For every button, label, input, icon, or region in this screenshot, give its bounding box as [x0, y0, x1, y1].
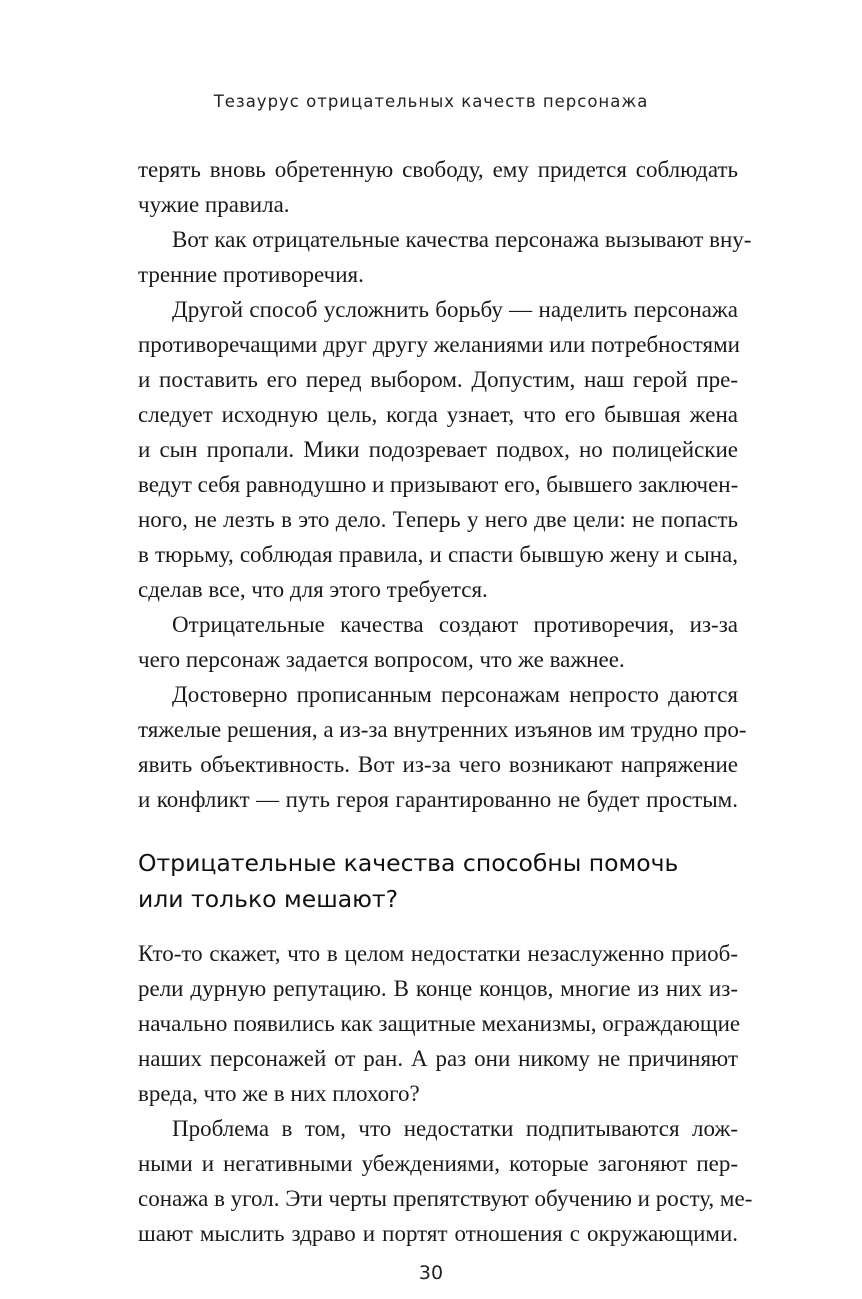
- text-line: чужие правила.: [138, 192, 290, 217]
- text-line: и сын пропали. Мики подозревает подвох, но полицейские: [138, 437, 738, 462]
- text-line: и поставить его перед выбором. Допустим, наш герой пре-: [138, 367, 738, 392]
- section-heading-line1: Отрицательные качества способны помочь: [138, 849, 679, 877]
- page-number: 30: [418, 1262, 444, 1284]
- text-line: ными и негативными убеждениями, которые загоняют пер-: [138, 1151, 738, 1176]
- section-heading-line2: или только мешают?: [138, 885, 399, 913]
- text-line: терять вновь обретенную свободу, ему придется соблюдать: [138, 157, 738, 182]
- text-line: чего персонаж задается вопросом, что же важнее.: [138, 647, 625, 672]
- text-line: сделав все, что для этого требуется.: [138, 577, 488, 602]
- text-line: рели дурную репутацию. В конце концов, многие из них из-: [138, 976, 738, 1001]
- running-head: Тезаурус отрицательных качеств персонажа: [213, 92, 649, 111]
- text-line: Другой способ усложнить борьбу — наделить персонажа: [172, 297, 738, 322]
- text-line: Проблема в том, что недостатки подпитываются лож-: [172, 1116, 738, 1141]
- text-line: тяжелые решения, а из-за внутренних изъянов им трудно про-: [138, 717, 747, 742]
- text-line: Кто-то скажет, что в целом недостатки незаслуженно приоб-: [138, 941, 738, 966]
- text-line: Достоверно прописанным персонажам непросто даются: [172, 682, 738, 707]
- text-line: сонажа в угол. Эти черты препятствуют обучению и росту, ме-: [138, 1186, 753, 1211]
- text-line: начально появились как защитные механизмы, ограждающие: [138, 1011, 741, 1036]
- text-line: тренние противоречия.: [138, 262, 364, 287]
- text-line: наших персонажей от ран. А раз они никому не причиняют: [138, 1046, 738, 1071]
- text-line: следует исходную цель, когда узнает, что его бывшая жена: [138, 402, 738, 427]
- text-line: и конфликт — путь героя гарантированно не будет простым.: [138, 787, 738, 812]
- text-line: шают мыслить здраво и портят отношения с окружающими.: [138, 1221, 738, 1246]
- text-line: ведут себя равнодушно и призывают его, бывшего заключен-: [138, 472, 739, 497]
- text-line: вреда, что же в них плохого?: [138, 1081, 420, 1106]
- text-line: ного, не лезть в это дело. Теперь у него две цели: не попасть: [138, 507, 738, 532]
- text-line: противоречащими друг другу желаниями или потребностями: [138, 332, 740, 357]
- text-line: в тюрьму, соблюдая правила, и спасти бывшую жену и сына,: [138, 542, 738, 567]
- text-line: Вот как отрицательные качества персонажа вызывают вну-: [172, 227, 752, 252]
- text-line: явить объективность. Вот из-за чего возникают напряжение: [138, 752, 738, 777]
- text-line: Отрицательные качества создают противоречия, из-за: [172, 612, 738, 637]
